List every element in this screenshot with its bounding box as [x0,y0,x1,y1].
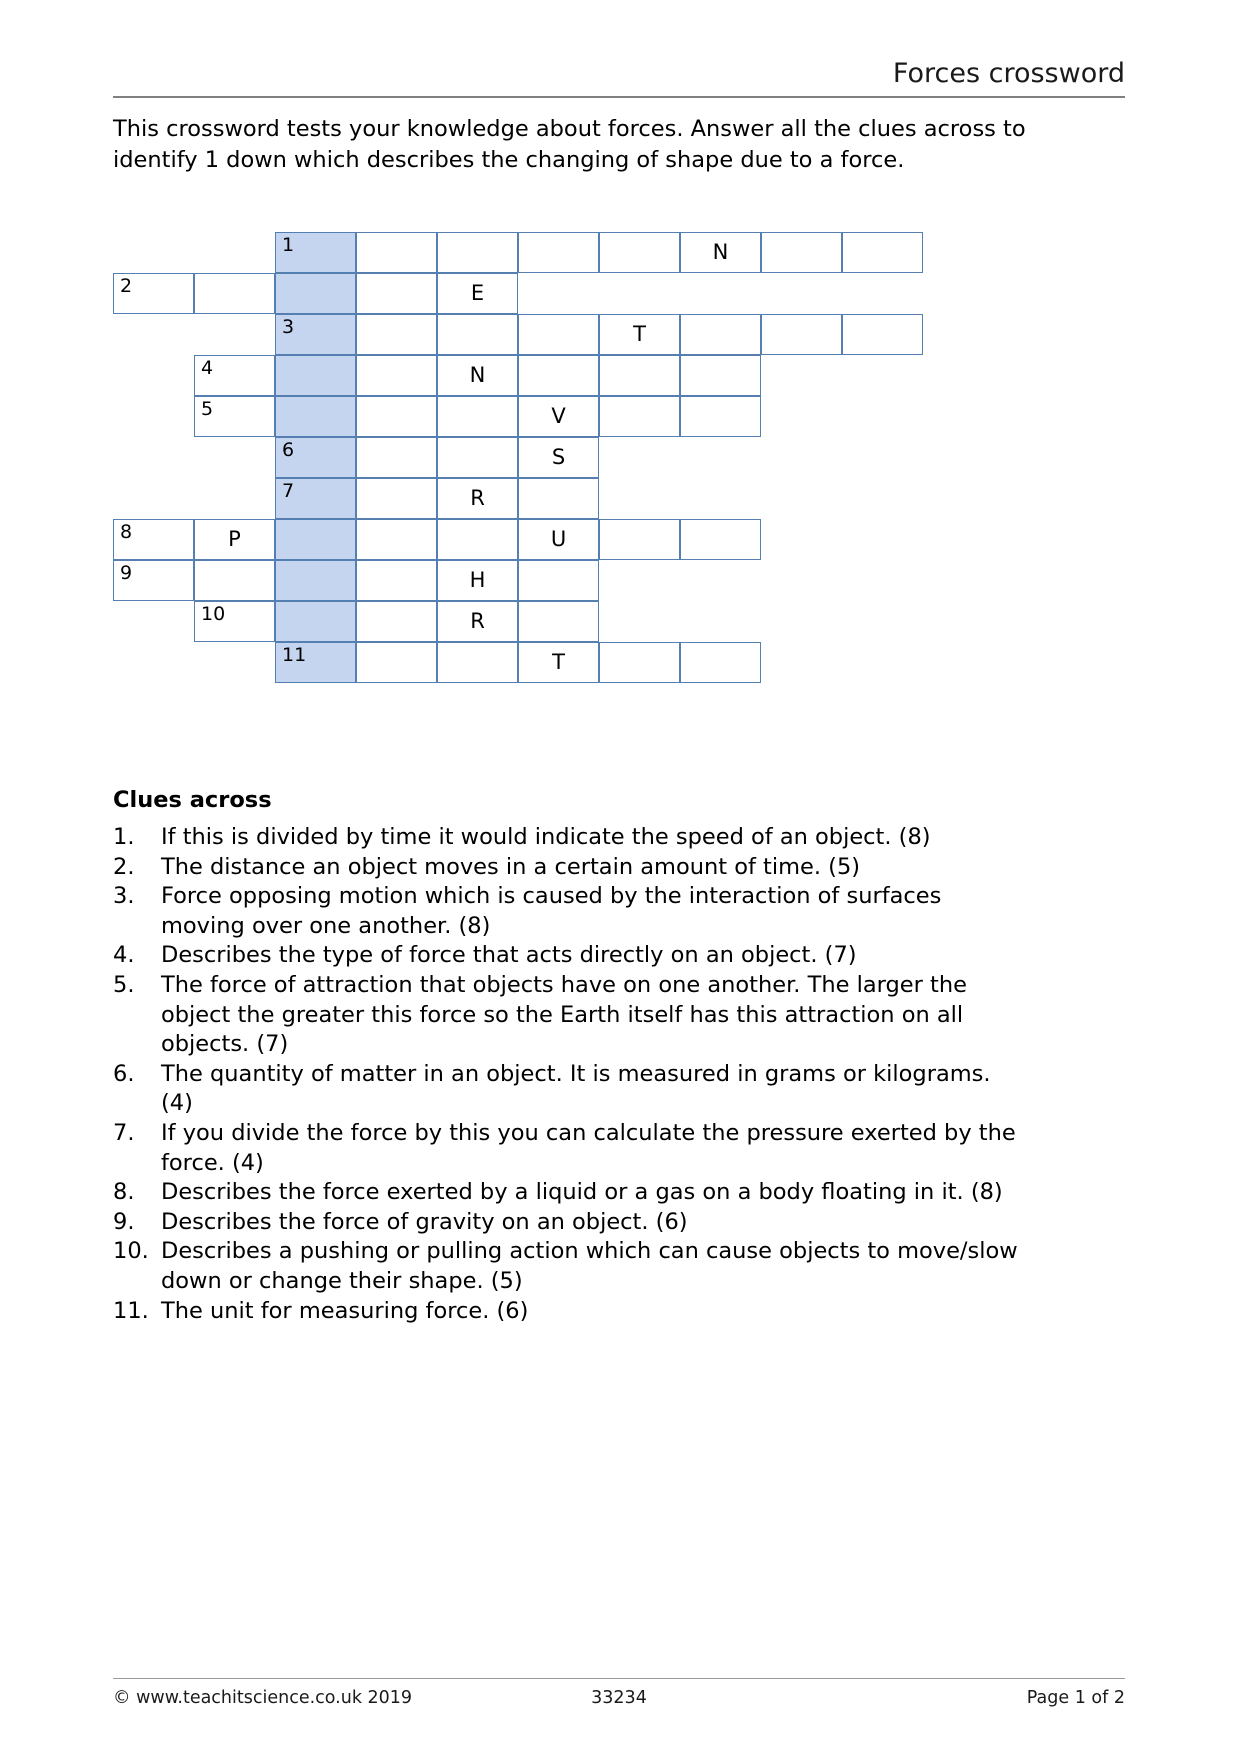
crossword-cell-r11-c7[interactable] [599,642,680,683]
crossword-cell-r3-c7[interactable] [599,314,680,355]
crossword-cell-r8-c7[interactable] [599,519,680,560]
crossword-cell-r8-c2[interactable] [194,519,275,560]
clues-list [113,823,1018,1326]
clue-number-8: 8 [120,521,133,543]
crossword-cell-r6-c6[interactable] [518,437,599,478]
crossword-cell-r8-c8[interactable] [680,519,761,560]
crossword-letter: U [550,527,567,551]
crossword-cell-r2-c1[interactable] [113,273,194,314]
clue-item [113,823,1018,853]
clue-number-6: 6 [282,439,295,461]
crossword-cell-r2-c3[interactable] [275,273,356,314]
clue-number-9: 9 [120,562,133,584]
clue-item-text: The unit for measuring force. (6) [161,1297,529,1324]
clue-item-number: 4. [113,942,135,969]
crossword-cell-r10-c3[interactable] [275,601,356,642]
clue-item [113,1178,1018,1208]
crossword-cell-r9-c2[interactable] [194,560,275,601]
crossword-cell-r7-c6[interactable] [518,478,599,519]
crossword-letter: T [552,650,565,674]
clue-item-number: 6. [113,1060,135,1087]
crossword-cell-r8-c4[interactable] [356,519,437,560]
crossword-cell-r2-c5[interactable] [437,273,518,314]
crossword-cell-r8-c3[interactable] [275,519,356,560]
clue-item-number: 3. [113,883,135,910]
crossword-cell-r1-c9[interactable] [761,232,842,273]
crossword-letter: E [470,281,485,305]
clue-item-number: 5. [113,971,135,998]
crossword-cell-r6-c5[interactable] [437,437,518,478]
clue-number-5: 5 [201,398,214,420]
clue-item-text: Describes a pushing or pulling action which can cause objects to move/slow down or change their shape. (5) [161,1238,1018,1294]
crossword-cell-r3-c8[interactable] [680,314,761,355]
clue-item-text: Force opposing motion which is caused by the interaction of surfaces moving over one another. (8) [161,883,942,939]
crossword-letter: H [469,568,486,592]
crossword-cell-r5-c7[interactable] [599,396,680,437]
crossword-cell-r4-c7[interactable] [599,355,680,396]
clue-item-number: 10. [113,1238,149,1265]
clue-item-text: If you divide the force by this you can calculate the pressure exerted by the force. (4) [161,1119,1016,1176]
clue-item-number: 8. [113,1179,135,1206]
crossword-cell-r1-c5[interactable] [437,232,518,273]
crossword-cell-r5-c2[interactable] [194,396,275,437]
crossword-cell-r11-c5[interactable] [437,642,518,683]
clue-item [113,882,1018,941]
crossword-cell-r4-c8[interactable] [680,355,761,396]
crossword-cell-r3-c10[interactable] [842,314,923,355]
crossword-cell-r5-c8[interactable] [680,396,761,437]
crossword-cell-r1-c10[interactable] [842,232,923,273]
crossword-cell-r7-c4[interactable] [356,478,437,519]
crossword-cell-r8-c6[interactable] [518,519,599,560]
crossword-cell-r10-c5[interactable] [437,601,518,642]
crossword-cell-r4-c5[interactable] [437,355,518,396]
clue-item [113,941,1018,971]
clue-item-text: If this is divided by time it would indicate the speed of an object. (8) [161,824,931,850]
clue-item-text: The distance an object moves in a certain amount of time. (5) [161,853,861,880]
clue-item [113,1119,1018,1178]
clue-item [113,971,1018,1060]
crossword-cell-r5-c3[interactable] [275,396,356,437]
crossword-cell-r3-c3[interactable] [275,314,356,355]
clue-item [113,1237,1018,1296]
crossword-cell-r5-c5[interactable] [437,396,518,437]
footer-doc-id: 33234 [591,1688,647,1708]
clue-item-number: 1. [113,824,135,850]
crossword-cell-r11-c3[interactable] [275,642,356,683]
crossword-cell-r7-c5[interactable] [437,478,518,519]
crossword-letter: T [633,322,646,346]
crossword-cell-r3-c9[interactable] [761,314,842,355]
footer-divider [113,1678,1125,1679]
crossword-cell-r4-c3[interactable] [275,355,356,396]
crossword-cell-r7-c3[interactable] [275,478,356,519]
crossword-cell-r6-c4[interactable] [356,437,437,478]
crossword-cell-r5-c4[interactable] [356,396,437,437]
crossword-letter: N [712,240,729,264]
clue-item-text: Describes the type of force that acts directly on an object. (7) [161,942,857,969]
clue-item-number: 7. [113,1119,135,1146]
intro-paragraph: This crossword tests your knowledge about forces. Answer all the clues across to identify 1 down which describes the changing of shape due to a force. [113,116,1026,173]
crossword-cell-r11-c4[interactable] [356,642,437,683]
crossword-cell-r9-c5[interactable] [437,560,518,601]
crossword-cell-r10-c4[interactable] [356,601,437,642]
clue-number-10: 10 [201,603,226,625]
crossword-cell-r8-c1[interactable] [113,519,194,560]
clue-item [113,1297,1018,1327]
crossword-cell-r1-c7[interactable] [599,232,680,273]
clue-number-11: 11 [282,644,307,666]
crossword-cell-r10-c2[interactable] [194,601,275,642]
crossword-cell-r9-c3[interactable] [275,560,356,601]
header-divider [113,96,1125,98]
crossword-cell-r2-c4[interactable] [356,273,437,314]
clue-number-1: 1 [282,234,295,256]
crossword-cell-r3-c6[interactable] [518,314,599,355]
clue-item-number: 2. [113,853,135,880]
crossword-cell-r11-c6[interactable] [518,642,599,683]
clue-item-text: Describes the force exerted by a liquid or a gas on a body floating in it. (8) [161,1179,1003,1206]
crossword-cell-r8-c5[interactable] [437,519,518,560]
crossword-cell-r2-c2[interactable] [194,273,275,314]
crossword-cell-r1-c3[interactable] [275,232,356,273]
crossword-letter: P [228,527,241,551]
crossword-cell-r9-c4[interactable] [356,560,437,601]
clue-item [113,853,1018,883]
clues-heading: Clues across [113,787,272,813]
crossword-cell-r3-c5[interactable] [437,314,518,355]
crossword-letter: R [470,609,485,633]
clue-number-3: 3 [282,316,295,338]
crossword-letter: R [470,486,485,510]
crossword-letter: V [551,404,566,428]
clue-number-2: 2 [120,275,133,297]
clue-item [113,1208,1018,1238]
clue-item-text: The force of attraction that objects have on one another. The larger the object the greater this force so the Earth itself has this attraction on all objects. (7) [161,971,967,1058]
clue-item-text: Describes the force of gravity on an object. (6) [161,1208,688,1235]
page-header [113,58,1125,90]
crossword-cell-r9-c1[interactable] [113,560,194,601]
crossword-cell-r6-c3[interactable] [275,437,356,478]
crossword-cell-r10-c6[interactable] [518,601,599,642]
crossword-grid [113,232,953,712]
clue-item-number: 9. [113,1208,135,1235]
crossword-letter: N [469,363,486,387]
crossword-cell-r1-c8[interactable] [680,232,761,273]
header-title: Forces crossword [892,58,1125,89]
crossword-cell-r11-c8[interactable] [680,642,761,683]
clue-number-4: 4 [201,357,214,379]
crossword-cell-r4-c4[interactable] [356,355,437,396]
crossword-cell-r4-c2[interactable] [194,355,275,396]
crossword-cell-r5-c6[interactable] [518,396,599,437]
page-footer [113,1686,1125,1710]
footer-copyright: © www.teachitscience.co.uk 2019 [113,1688,413,1708]
crossword-cell-r3-c4[interactable] [356,314,437,355]
crossword-letter: S [551,445,566,469]
clue-item-text: The quantity of matter in an object. It is measured in grams or kilograms. (4) [161,1060,991,1117]
crossword-cell-r1-c6[interactable] [518,232,599,273]
footer-page-number: Page 1 of 2 [1026,1688,1125,1708]
clue-item-number: 11. [113,1297,149,1324]
crossword-cell-r1-c4[interactable] [356,232,437,273]
crossword-cell-r4-c6[interactable] [518,355,599,396]
crossword-cell-r9-c6[interactable] [518,560,599,601]
clue-number-7: 7 [282,480,295,502]
clue-item [113,1060,1018,1119]
